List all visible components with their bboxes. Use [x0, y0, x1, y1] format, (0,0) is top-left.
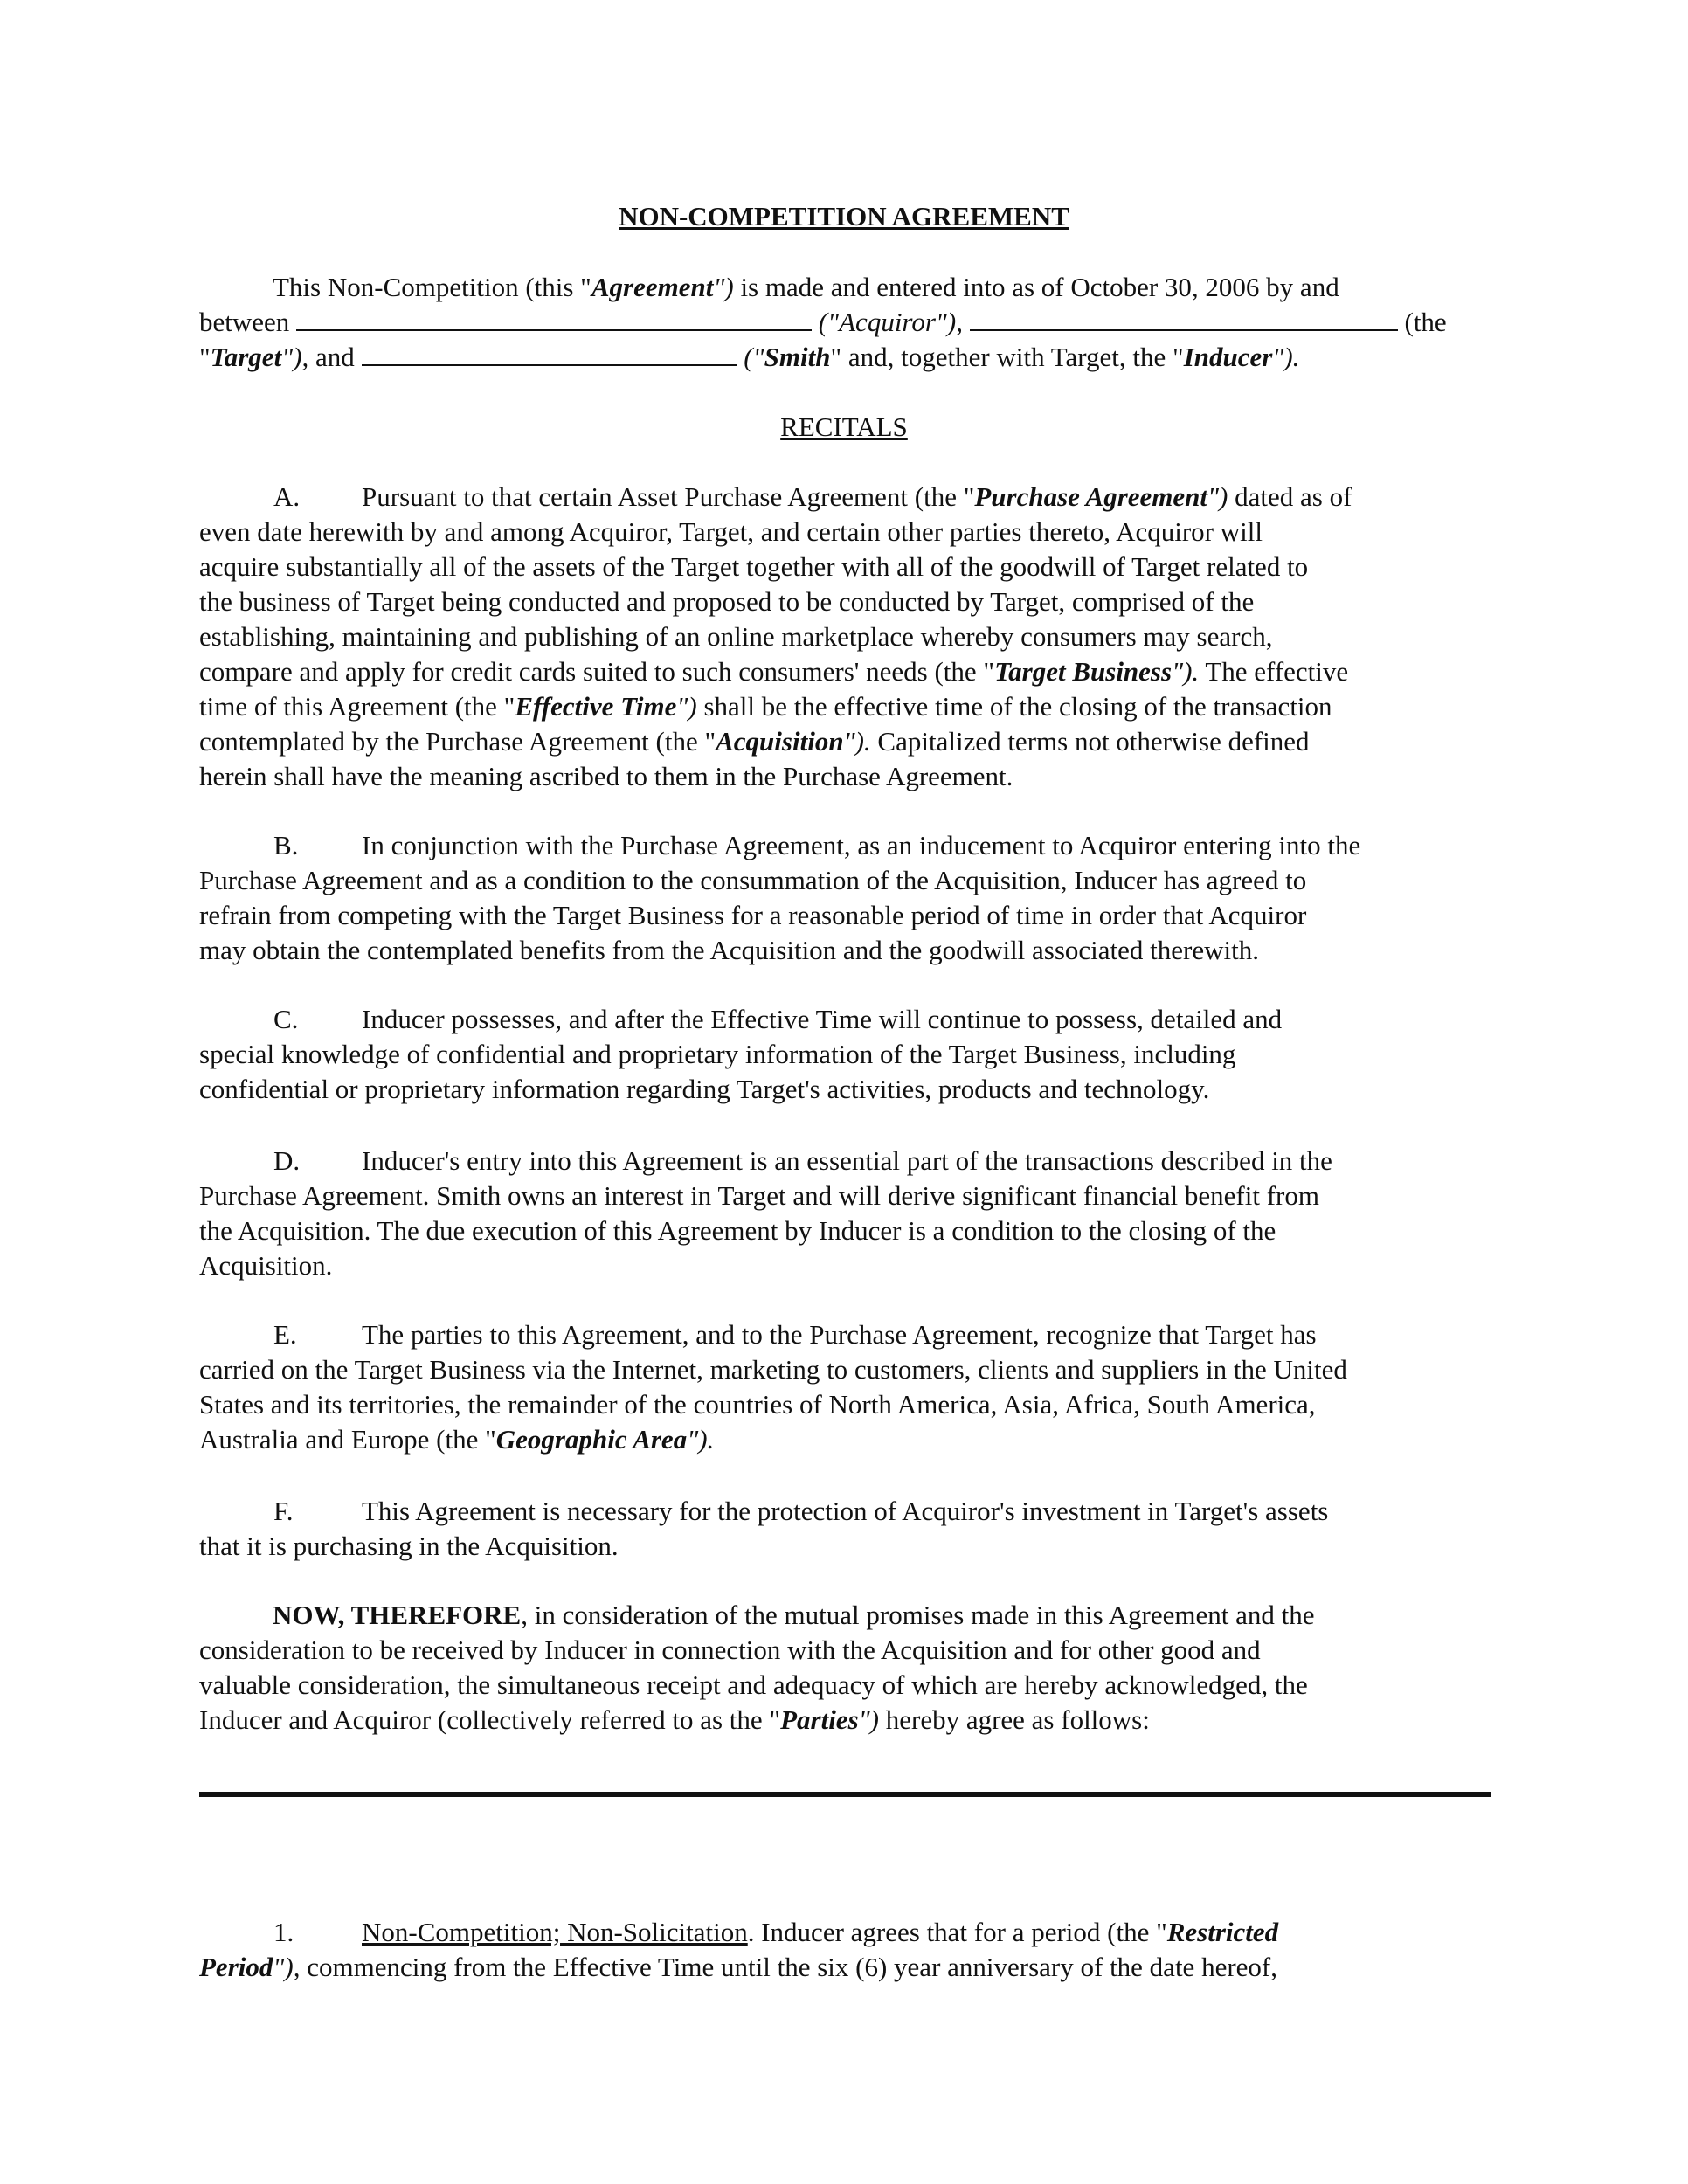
text-run: that it is purchasing in the Acquisition. — [199, 1531, 619, 1561]
defined-term: Restricted — [1166, 1917, 1279, 1947]
text-run: is made and entered into as of October 30, 2006 by and — [733, 272, 1339, 302]
text-run: This Non-Competition (this " — [273, 272, 591, 302]
defined-term: ") — [676, 691, 697, 722]
text-line — [199, 1915, 1492, 1950]
defined-term: ") — [858, 1704, 879, 1735]
text-run: This Agreement is necessary for the protection of Acquiror's investment in Target's assets — [362, 1496, 1329, 1526]
text-run — [812, 307, 819, 337]
text-line — [199, 828, 1492, 863]
text-run: Inducer possesses, and after the Effective Time will continue to possess, detailed and — [362, 1004, 1283, 1034]
defined-term: Purchase Agreement — [974, 481, 1208, 512]
text-line — [199, 1950, 1492, 1985]
defined-term: "). — [687, 1424, 715, 1455]
text-run: In conjunction with the Purchase Agreement, as an inducement to Acquiror entering into the — [362, 830, 1361, 860]
recitals-heading: RECITALS — [780, 411, 908, 442]
text-line — [199, 1317, 1492, 1352]
text-run: The effective — [1199, 656, 1349, 687]
text-line — [199, 1529, 1492, 1564]
text-line — [199, 898, 1492, 933]
text-run: Purchase Agreement. Smith owns an interest in Target and will derive significant financial benefit from — [199, 1180, 1319, 1211]
text-line — [199, 1633, 1492, 1668]
paragraph-e — [199, 1317, 1492, 1457]
defined-term: (" — [744, 342, 764, 372]
defined-term: Smith — [764, 342, 831, 372]
text-line — [199, 1248, 1492, 1283]
text-line — [199, 759, 1492, 794]
text-run: valuable consideration, the simultaneous receipt and adequacy of which are hereby acknowledged, the — [199, 1669, 1308, 1700]
paragraph-label: E. — [273, 1319, 297, 1350]
text-line — [199, 1072, 1492, 1107]
defined-term: Parties — [780, 1704, 859, 1735]
text-line — [199, 724, 1492, 759]
defined-term: Target Business — [994, 656, 1173, 687]
text-line — [199, 480, 1492, 515]
text-run: the business of Target being conducted and proposed to be conducted by Target, comprised of the — [199, 586, 1255, 617]
paragraph-a — [199, 480, 1492, 794]
text-line — [199, 689, 1492, 724]
paragraph-intro — [199, 270, 1492, 375]
document-title: NON-COMPETITION AGREEMENT — [619, 201, 1069, 232]
text-run: carried on the Target Business via the Internet, marketing to customers, clients and suppliers in the United — [199, 1354, 1347, 1385]
text-line — [199, 584, 1492, 619]
paragraph-now — [199, 1598, 1492, 1738]
text-run: The parties to this Agreement, and to the Purchase Agreement, recognize that Target has — [362, 1319, 1317, 1350]
text-line — [199, 1494, 1492, 1529]
text-run: " and, together with Target, the " — [830, 342, 1184, 372]
paragraph-label: C. — [273, 1004, 299, 1034]
text-line — [199, 340, 1492, 375]
text-run: may obtain the contemplated benefits from the Acquisition and the goodwill associated therewith. — [199, 935, 1259, 965]
text-run: hereby agree as follows: — [878, 1704, 1150, 1735]
text-run: States and its territories, the remainder of the countries of North America, Asia, Africa, South America, — [199, 1389, 1316, 1420]
paragraph-s1 — [199, 1915, 1492, 1985]
text-run: herein shall have the meaning ascribed to them in the Purchase Agreement. — [199, 761, 1013, 791]
text-run: . Inducer agrees that for a period (the " — [747, 1917, 1167, 1947]
text-run: compare and apply for credit cards suited to such consumers' needs (the " — [199, 656, 995, 687]
defined-term: NOW, THEREFORE — [273, 1600, 522, 1630]
text-line — [199, 515, 1492, 549]
defined-term: Target — [210, 342, 282, 372]
defined-term: Inducer — [1183, 342, 1273, 372]
text-run: Purchase Agreement and as a condition to the consummation of the Acquisition, Inducer has agreed to — [199, 865, 1307, 895]
text-run: acquire substantially all of the assets of the Target together with all of the goodwill of Target related to — [199, 551, 1309, 582]
blank-signature-line — [296, 307, 812, 331]
text-line — [199, 619, 1492, 654]
text-run: , in consideration of the mutual promises made in this Agreement and the — [521, 1600, 1315, 1630]
defined-term: Agreement — [591, 272, 714, 302]
text-run: Australia and Europe (the " — [199, 1424, 496, 1455]
text-run: Pursuant to that certain Asset Purchase Agreement (the " — [362, 481, 975, 512]
text-run: Inducer and Acquiror (collectively referred to as the " — [199, 1704, 781, 1735]
blank-signature-line — [362, 342, 737, 366]
text-run: commencing from the Effective Time until the six (6) year anniversary of the date hereof, — [300, 1952, 1277, 1982]
text-line — [199, 549, 1492, 584]
paragraph-label: A. — [273, 481, 301, 512]
text-line — [199, 1144, 1492, 1178]
text-run: refrain from competing with the Target Business for a reasonable period of time in order that Acquiror — [199, 900, 1307, 930]
text-run: contemplated by the Purchase Agreement (the " — [199, 726, 716, 757]
text-run: shall be the effective time of the closing of the transaction — [696, 691, 1332, 722]
text-run: Capitalized terms not otherwise defined — [870, 726, 1310, 757]
text-line — [199, 654, 1492, 689]
defined-term: ") — [1207, 481, 1228, 512]
text-line — [199, 1598, 1492, 1633]
text-run: " — [199, 342, 211, 372]
paragraph-f — [199, 1494, 1492, 1564]
paragraph-b — [199, 828, 1492, 968]
paragraph-label: D. — [273, 1145, 301, 1176]
text-line — [199, 1703, 1492, 1738]
text-run: even date herewith by and among Acquiror, Target, and certain other parties thereto, Acquiror will — [199, 516, 1263, 547]
text-line — [199, 1387, 1492, 1422]
text-run: confidential or proprietary information regarding Target's activities, products and technology. — [199, 1074, 1210, 1104]
text-line — [199, 1422, 1492, 1457]
defined-term: "), — [273, 1952, 301, 1982]
text-line — [199, 863, 1492, 898]
text-line — [199, 1002, 1492, 1037]
paragraph-label: B. — [273, 830, 299, 860]
paragraph-label: F. — [273, 1496, 294, 1526]
text-run: dated as of — [1228, 481, 1352, 512]
defined-term: "). — [843, 726, 871, 757]
paragraph-c — [199, 1002, 1492, 1107]
text-run: establishing, maintaining and publishing of an online marketplace whereby consumers may search, — [199, 621, 1273, 652]
text-run: special knowledge of confidential and proprietary information of the Target Business, including — [199, 1039, 1236, 1069]
paragraph-label: 1. — [273, 1917, 294, 1947]
text-line — [199, 1668, 1492, 1703]
text-line — [199, 1178, 1492, 1213]
defined-term: Geographic Area — [495, 1424, 688, 1455]
section-heading: Non-Competition; Non-Solicitation — [362, 1917, 748, 1947]
text-line — [199, 1352, 1492, 1387]
text-run: between — [199, 307, 297, 337]
defined-term: Effective Time — [515, 691, 677, 722]
text-run: the Acquisition. The due execution of this Agreement by Inducer is a condition to the closing of the — [199, 1215, 1276, 1246]
defined-term: ") — [713, 272, 734, 302]
paragraph-d — [199, 1144, 1492, 1283]
defined-term: "). — [1172, 656, 1200, 687]
text-line — [199, 1037, 1492, 1072]
text-run: Inducer's entry into this Agreement is an essential part of the transactions described in the — [362, 1145, 1332, 1176]
defined-term: "). — [1272, 342, 1300, 372]
text-run: and — [308, 342, 362, 372]
text-line — [199, 270, 1492, 305]
defined-term: "), — [281, 342, 309, 372]
text-run — [963, 307, 970, 337]
defined-term: Period — [199, 1952, 273, 1982]
text-line — [199, 933, 1492, 968]
text-run: (the — [1397, 307, 1447, 337]
text-run: time of this Agreement (the " — [199, 691, 515, 722]
text-line — [199, 305, 1492, 340]
text-run: Acquisition. — [199, 1250, 333, 1281]
defined-term: Acquisition — [716, 726, 844, 757]
section-divider-rule — [199, 1792, 1491, 1797]
text-run: consideration to be received by Inducer in connection with the Acquisition and for other good and — [199, 1635, 1261, 1665]
blank-signature-line — [970, 307, 1398, 331]
text-line — [199, 1213, 1492, 1248]
defined-term: ("Acquiror"), — [818, 307, 963, 337]
